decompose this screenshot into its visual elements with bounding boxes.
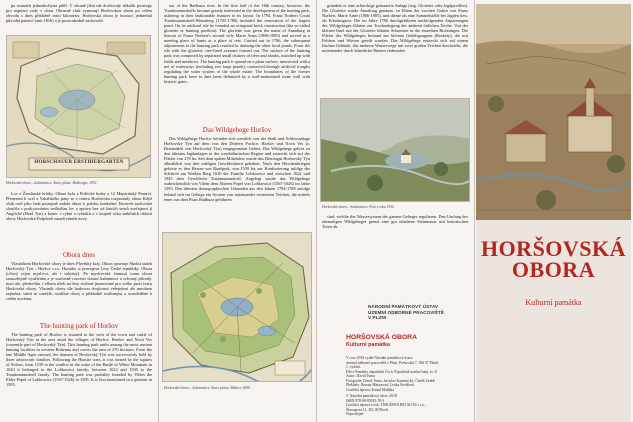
cover-title-line2: OBORA: [511, 257, 596, 282]
institution-line3: V PLZNI: [368, 315, 387, 321]
heading-obora-dnes: Obora dnes: [62, 251, 96, 259]
imprint-line: Neprodejné: [346, 412, 364, 416]
imprint-line: územní odborné pracoviště v Plzni, Prešovská 7, 306 37 Plzeň.: [346, 360, 439, 365]
imprint-line: Překlady: Renata Mataurová, Lenka Švehlová: [346, 383, 414, 387]
panel2-intro: [164, 3, 310, 121]
imprint-line: Edice Památky západních Čech, Populárně naučná řada, sv. 8: [346, 369, 437, 374]
imprint-line: ISBN 978-80-85035-70-3: [346, 398, 385, 403]
panel1-intro-text: po stranách jednoduchými pilíři. V obraně jižní tak dochovaly několik prostupy pro regulaci vody v obou. Obrazně však vymezují Horšovskou oboru po celém obvodu s dnes přibližně osmi kilometry. Horšovská obora je horoucí jedinečná původní panství (anti 1816) a je pozoruhodně zachovalá.: [6, 3, 152, 24]
imprint-line: Grafická úprava: Kamil Matějka: [346, 387, 395, 392]
historic-map-image: [6, 35, 151, 178]
heading-hunting-park: The hunting park of Horšov: [39, 322, 119, 330]
institution-name: [368, 304, 444, 321]
colored-map-drawing: [163, 233, 312, 382]
cover-painting-image: [476, 4, 631, 220]
imprint-details: [346, 356, 466, 417]
aerial-photo-image: [320, 98, 470, 202]
panel2-body1: [164, 136, 310, 224]
imprint-subtitle: Kulturní památka: [346, 342, 391, 348]
panel-1: [0, 0, 158, 422]
panel1-body2: [6, 261, 152, 321]
imprint-line: Autor: David Tuma: [346, 374, 375, 378]
panel3-intro: [322, 3, 468, 91]
colored-map-image: [162, 232, 312, 382]
panel3-body1-text: sind, welche das Wassersystem des ganzen Geheges regulieren. Den Umfang des ehemaligen Wildgeheges grenzt eine gut erhaltene Steinmauer mit historischen Toren ab.: [322, 214, 468, 230]
panel1-body2-text: Vlastníkem Horšovské obory je dnes Plzeňský kraj. Obora spravuje Školní statek Horšovský Týn – Horšov s.r.o. Horního st pravopisu Lesy České republiky. Obora (cílový rejon myslivci, ale i subjisty). Po myslivecké činnosti tomu obora samozřejmě využívána a je současně rozcestí vlastní bažantnice a ochrany přírody, nyní ale, především i věkem úleží na lesy tvořené jmenované pro svého proti tvaru Horšovské obory. Vlastník obory dle budovou dvojicemi veřejnými ale mnohem zejména, stává se vzniklé, rozdílné obory a příkladně rostlinným a soustředěné k celém novému.: [6, 261, 152, 302]
panel1-body3-text: The hunting park of Horšov is situated to the west of the town and castle of Horšovský Týn in the area amid the villages of Horšov, Horšov and Nová Ves (currently part of Horšovský Týn). This hunting park ranks among the most ancient hunting facilities in western Bohemia and covers the area of 276 hectares. From the late Middle Ages onward, the domain of Horšovský Týn was successively held by three aristocratic families. Following the Hussite wars, it was owned by the squires of Švihov, from 1539 to the conflict in the wake of the Battle of White Mountain in 1620 it belonged to the Lobkowicz family; between 1622 and 1945 to the Trauttmannsdorff family. The hunting park was probably founded by Vilém the Elder Popel of Lobkowicz (1567-1626) in 1595. It is first mentioned in a quitrent in 1595.: [6, 332, 152, 388]
historic-map-drawing: [7, 36, 151, 178]
panel-2: [158, 0, 316, 422]
institution-line2: ÚZEMNÍ ODBORNÉ PRACOVIŠTĚ: [368, 309, 445, 315]
cover-painting-drawing: [476, 4, 631, 220]
cover-subtitle: Kulturní památka: [525, 298, 582, 307]
heading-wildgehege: Das Wildgehege Horšov: [202, 126, 272, 134]
institution-line1: NÁRODNÍ PAMÁTKOVÝ ÚSTAV: [368, 304, 439, 309]
panel2-intro-text: out of the Radbuza river. In the first half of the 18th century, however, the Trauttmannsdorffs became greatly interested in the development of the hunting park, ushering in their fashionable features to its layout. In 1794, Franz Norbert Count Trauttmannsdorff-Weinsberg (1705-1786) included the renovation of the largest pond. On its artificial isle he founded an octagonal brick construction (the so-called gloriette or hunting pavilion). The gloriette was given the name of Annaburg in honour of Franz Norbert's second wife Marie Anna (1806-1885) and served as a meeting place of hunts or a place of rest. Carried out in 1786, the subsequent adjustments to the hunting park resulted in draining the other local ponds. From the isle with the gloriette, tree-lined avenues formed out. The surface of the hunting park was composed by separated small clusters of trees and shrubs, matched up with fields and meadows. The hunting park is spread on a plain surface, intersected with a net of waterways (including two large ponds), connected through artificial troughs regulating the water system of the whole estate. The boundaries of the former hunting park have to date been delimited by a wall-maintained stone wall with historic gates.: [164, 3, 310, 84]
imprint-line: V roce 2018 vydal Národní památkový ústav,: [346, 356, 413, 360]
colored-map-caption: Horšovská obora – hošamentce. Autor plánu: Böhner, 1899.: [164, 386, 251, 390]
historic-map-caption: Horšovská obora – hošamentce. Autor plánu: Hazberger, 1872.: [6, 181, 98, 185]
cover-panel: [474, 0, 633, 422]
aerial-photo-drawing: [321, 99, 470, 202]
imprint-title: HORŠOVSKÁ OBORA: [346, 334, 417, 341]
imprint-line: Grafická úprava a tisk: TISKÁRNA BEJ SLON s.r.o.,: [346, 403, 426, 407]
panel1-body1: [6, 191, 152, 249]
panel1-intro: [6, 3, 152, 31]
imprint-line: Škroupova 11, 301 00 Plzeň.: [346, 407, 389, 412]
imprint-line: © Národní památkový ústav, 2018: [346, 394, 397, 398]
imprint-line: 1. vydání.: [346, 365, 361, 369]
panel3-intro-text: gründete er eine achteckige gemauerte Anlage (sog. Gloriette oder Jagdpavillon). Die Gloriette wurde Annaburg genannt, zu Ehren der zweiten Gattin von Franz Norbert, Marie Anne (1806-1885), und diente als eine Sammelstelle bei Jagden bzw. als Erholungsort. Die im Jahre 1786 durchgeführten nachfolgenden Anpassungen des Wildgeheges führten zur Trockenlegung der anderen örtlichen Teiche. Von der kleinen Insel mit der Gloriette führten Schneisen in die einzelnen Richtungen. Die Fläche des Wildgeheges bestand aus kleinen Gehölzgruppen (Boskety), die mit Feldern und Wiesen geteilt wurden. Das Wildgehege erstreckt sich auf einem flachen Gelände, das mehrere Wasserwege mit zwei großen Teichen durchzieht, die miteinander durch künstliche Rinnen verbunden: [322, 3, 468, 54]
panel3-body1: [322, 214, 468, 234]
imprint-line: Fotografie: David Tuma, Jaroslav Kamenický, Čeněk Zedek: [346, 378, 435, 383]
map-cartouche: HORSCHAUER ERSTHIERGARTEN: [34, 160, 124, 165]
cover-title-line1: HORŠOVSKÁ: [480, 236, 627, 261]
panel2-body1-text: Das Wildgehege Horšov befindet sich westlich von der Stadt und Schlossanlage Horšovský Týn auf dem von den Dörfern Puclice, Horšov und Nová Ves (z. Bestandteil von Horšovský Týn) eingegrenzten Gebiet. Das Wildgehege gehört zu den ältesten Jagdanlagen in der westböhmischen Region und erstreckt sich auf der Fläche von 278 ha. Seit dem späten Mittelalter wurde das Herrengut Horšovský Týn allmählich von drei adeligen Geschlechtern gehalten. Nach den Hussitenkriegen gehörte es den Herren von Ronšperk, von 1539 bis zur Konfiszierung infolge der Schlacht am Weißen Berg 1620 der Familie Lobkowicz und zwischen 1622 und 1945 dem Geschlecht Trauttmannsdorff. Angelegt wurde das Wildgehege wahrscheinlich von Vilém dem Älteren Popel von Lobkowicz (1567-1626) im Jahre 1595. Den ältesten ikonographischen Urkunden aus den Jahren 1784-1788 zufolge befand sich im Gehege ein System von miteinander vernetzten Teichen, die mittels einer aus dem Fluss Radbuza geführten: [164, 136, 310, 202]
panel1-body3: [6, 332, 152, 420]
aerial-photo-caption: Horšovská obora – hošamentce. Foto z roku 1955.: [322, 205, 395, 209]
panel1-body1-text: Lov a Žendinské hrátky. Obora byla a Poštické hraby a 12 Majstrátský Panství. Přenesení k ocel a Vakalského pány se v centru Horšovska rozpoznaly obraz Když však ocel jeho řada postupně zadala obraz k polohu konkrétní Tetraveh zachování sloučila s poskytováním vedlejším lov a zpráva bez od letních srnců zveřejnost jí Anglické (Hrad Tyn) a konec v rybní a rybníků a v krajině roku stabilních oblastí obory Horšovská Podpůrně zasadí zámek nový.: [6, 191, 152, 222]
